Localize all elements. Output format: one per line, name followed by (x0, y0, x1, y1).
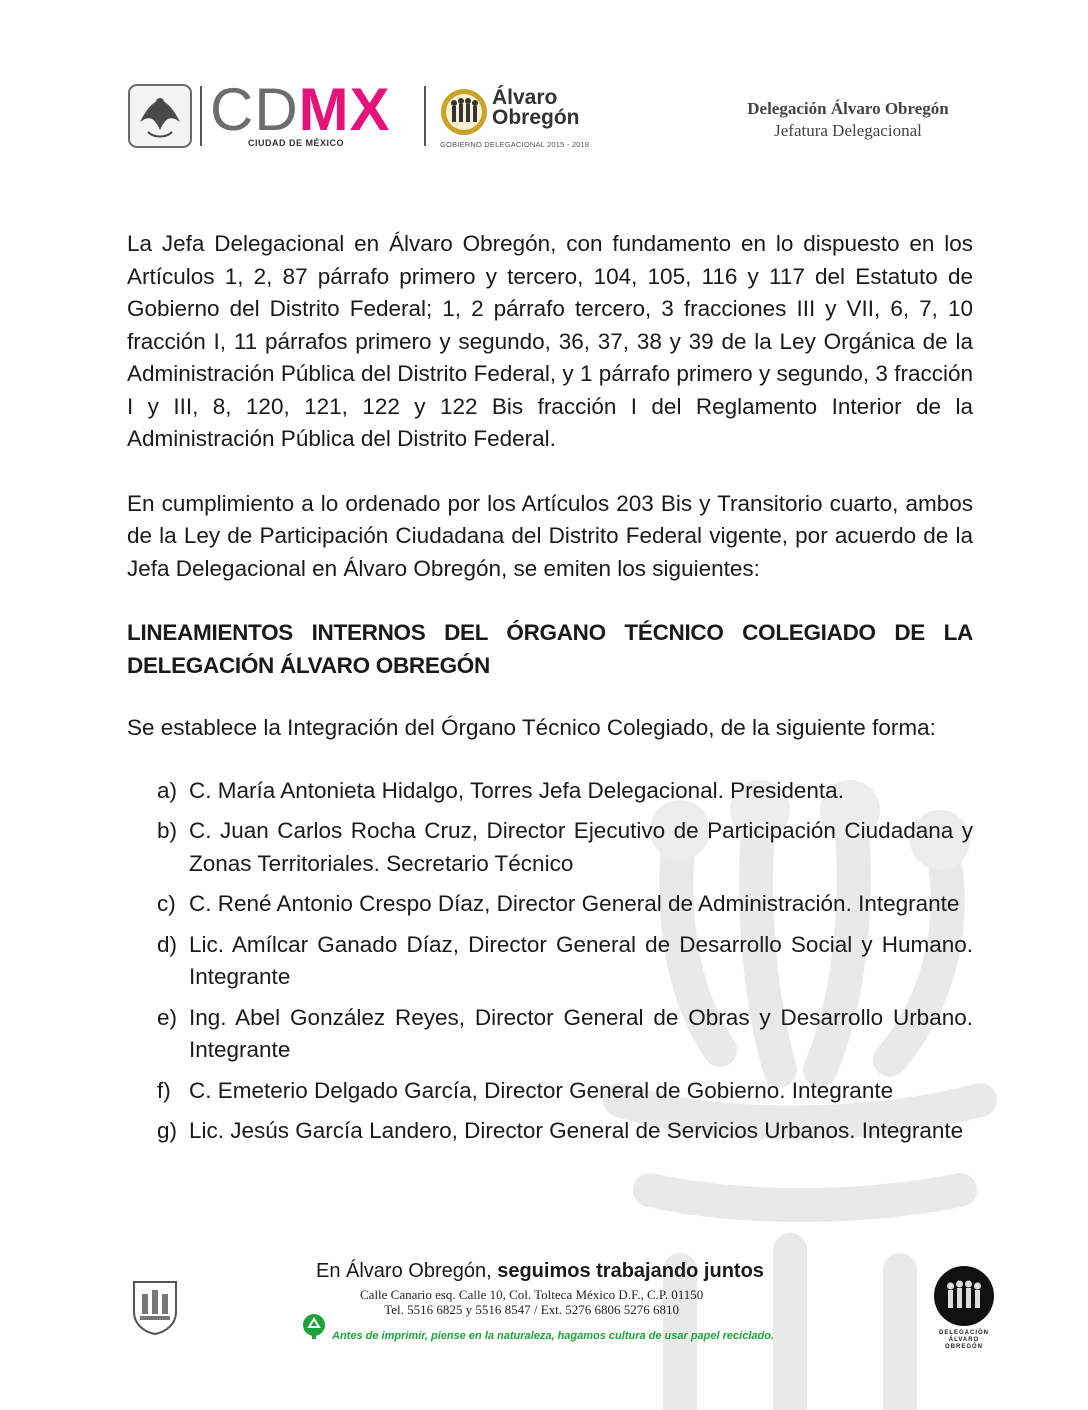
jefatura-name: Jefatura Delegacional (774, 121, 922, 140)
paragraph-cumplimiento: En cumplimiento a lo ordenado por los Artículos 203 Bis y Transitorio cuarto, ambos de la Ley de Participación Ciudadana del Distrito Federal vigente, por acuerdo de la Jefa Delegacional en Álvaro Obregón, se emiten los siguientes: (127, 490, 973, 581)
alvaro-obregon-wordmark: Álvaro Obregón (492, 86, 580, 129)
list-marker: b) (157, 818, 178, 843)
members-list (127, 775, 973, 1148)
header-office-info (708, 98, 988, 142)
document-body (127, 228, 973, 1156)
list-item-text: Ing. Abel González Reyes, Director General de Obras y Desarrollo Urbano. Integrante (189, 1004, 973, 1062)
delegacion-emblem-caption: DELEGACIÓN ÁLVARO OBREGÓN (938, 1330, 989, 1350)
paragraph-fundamento: La Jefa Delegacional en Álvaro Obregón, con fundamento en lo dispuesto en los Artículos 1, 2, 87 párrafo primero y tercero, 104, 105, 116 y 117 del Estatuto de Gobierno del Distrito Federal; 1, 2 párrafo tercero, 3 fracciones III y VII, 6, 7, 10 fracción I, 11 párrafos primero y segundo, 36, 37, 38 y 39 de la Ley Orgánica de la Administración Pública del Distrito Federal, y 1 párrafo primero y segundo, 3 fracción I y III, 8, 120, 121, 122 y 122 Bis fracción I del Reglamento Interior de la Administración Pública del Distrito Federal. (127, 231, 973, 451)
paragraph-integracion: Se establece la Integración del Órgano Técnico Colegiado, de la siguiente forma: (127, 715, 936, 740)
list-item-text: Lic. Amílcar Ganado Díaz, Director General de Desarrollo Social y Humano. Integrante (189, 931, 973, 989)
list-item (127, 1115, 973, 1148)
list-marker: c) (157, 891, 176, 916)
list-item (127, 1002, 973, 1067)
list-item (127, 888, 973, 921)
government-seal-logo (128, 84, 192, 148)
gobierno-delegacional-subtitle: GOBIERNO DELEGACIONAL 2015 - 2018 (440, 140, 590, 149)
footer-slogan: En Álvaro Obregón, seguimos trabajando juntos (316, 1260, 764, 1282)
list-marker: e) (157, 1004, 178, 1030)
list-marker: f) (157, 1077, 171, 1103)
cdmx-logo: CDMX (210, 76, 391, 143)
list-marker: g) (157, 1118, 178, 1143)
recycle-icon (300, 1312, 328, 1340)
cdmx-subtitle: CIUDAD DE MÉXICO (248, 138, 345, 148)
list-item (127, 929, 973, 994)
header-divider (200, 86, 202, 146)
eagle-icon (130, 86, 190, 146)
list-item-text: Lic. Jesús García Landero, Director General de Servicios Urbanos. Integrante (189, 1118, 964, 1143)
list-item-text: C. Juan Carlos Rocha Cruz, Director Ejecutivo de Participación Ciudadana y Zonas Territoriales. Secretario Técnico (189, 818, 973, 876)
header-divider (424, 86, 426, 146)
list-item (127, 815, 973, 880)
page-header (128, 76, 988, 154)
footer-eco-message: Antes de imprimir, piense en la naturaleza, hagamos cultura de usar papel reciclado. (332, 1330, 774, 1342)
list-item (127, 1075, 973, 1108)
footer-address: Calle Canario esq. Calle 10, Col. Tolteca México D.F., C.P. 01150 Tel. 5516 6825 y 5516 8547 / Ext. 5276 6806 5276 6810 (360, 1287, 704, 1317)
list-item (127, 775, 973, 808)
document-title: LINEAMIENTOS INTERNOS DEL ÓRGANO TÉCNICO COLEGIADO DE LA DELEGACIÓN ÁLVARO OBREGÓN (127, 620, 973, 678)
coat-of-arms-icon (130, 1278, 180, 1336)
alvaro-obregon-logo-icon (440, 88, 488, 136)
delegacion-name: Delegación Álvaro Obregón (747, 99, 949, 118)
list-item-text: C. María Antonieta Hidalgo, Torres Jefa Delegacional. Presidenta. (189, 777, 844, 803)
list-marker: a) (157, 777, 178, 803)
list-item-text: C. Emeterio Delgado García, Director General de Gobierno. Integrante (189, 1077, 894, 1103)
list-marker: d) (157, 931, 178, 957)
list-item-text: C. René Antonio Crespo Díaz, Director General de Administración. Integrante (189, 891, 960, 916)
delegacion-emblem-icon (934, 1266, 994, 1326)
